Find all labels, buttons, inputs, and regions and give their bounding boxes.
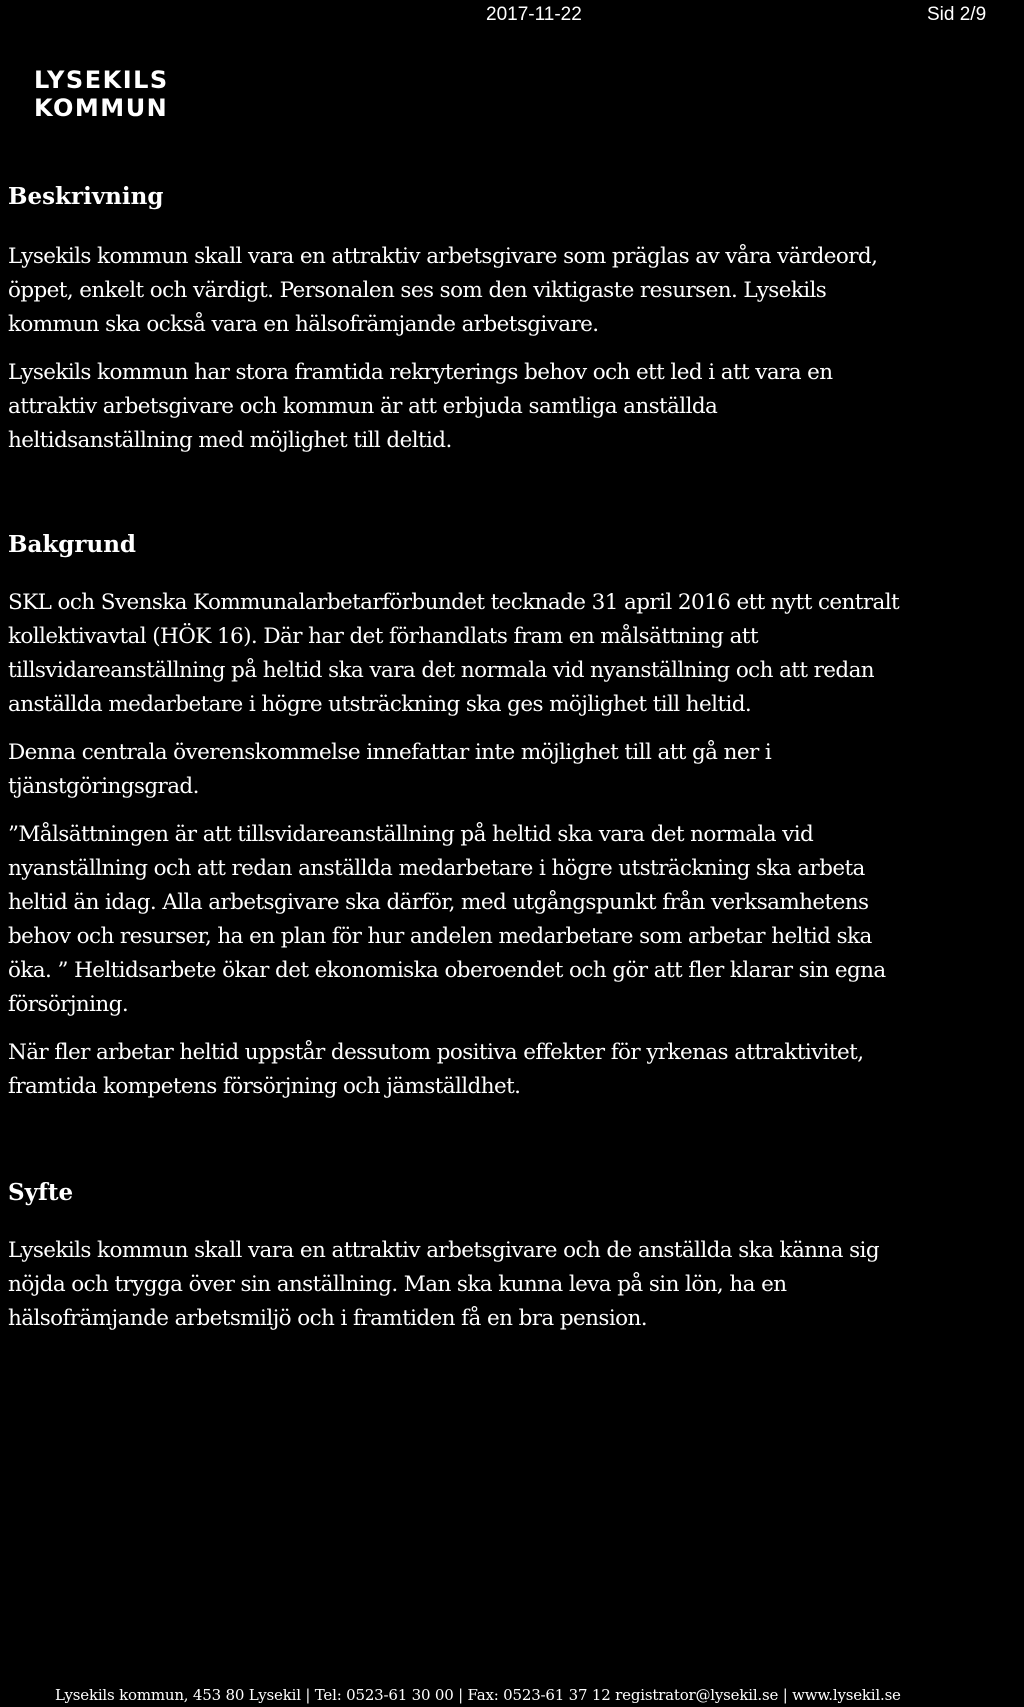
logo (34, 66, 169, 122)
section-heading: Beskrivning (8, 183, 164, 210)
text-line: Lysekils kommun skall vara en attraktiv arbetsgivare som präglas av våra värdeord, (8, 244, 878, 269)
paragraph (8, 1234, 1024, 1336)
text-line: kollektivavtal (HÖK 16). Där har det förhandlats fram en målsättning att (8, 624, 758, 649)
section-bakgrund (8, 530, 1024, 1104)
text-line: öka. ” Heltidsarbete ökar det ekonomiska oberoendet och gör att fler klarar sin egna (8, 958, 886, 983)
text-line: nöjda och trygga över sin anställning. Man ska kunna leva på sin lön, ha en (8, 1272, 787, 1297)
text-line: ”Målsättningen är att tillsvidareanställning på heltid ska vara det normala vid (8, 822, 814, 847)
text-line: attraktiv arbetsgivare och kommun är att erbjuda samtliga anställda (8, 394, 718, 419)
section-heading: Bakgrund (8, 531, 137, 558)
text-line: behov och resurser, ha en plan för hur andelen medarbetare som arbetar heltid ska (8, 924, 872, 949)
page-header (0, 4, 1024, 28)
paragraph (8, 818, 1024, 1022)
text-line: heltid än idag. Alla arbetsgivare ska därför, med utgångspunkt från verksamhetens (8, 890, 869, 915)
text-line: heltidsanställning med möjlighet till deltid. (8, 428, 452, 453)
text-line: Lysekils kommun har stora framtida rekryterings behov och ett led i att vara en (8, 360, 833, 385)
paragraph (8, 736, 1024, 804)
page-number: Sid 2/9 (927, 4, 987, 25)
section-syfte (8, 1178, 1024, 1336)
section-heading: Syfte (8, 1179, 74, 1206)
paragraph (8, 586, 1024, 722)
text-line: framtida kompetens försörjning och jämställdhet. (8, 1074, 521, 1099)
text-line: anställda medarbetare i högre utsträckning ska ges möjlighet till heltid. (8, 692, 752, 717)
paragraph (8, 240, 1024, 342)
logo-line-1: LYSEKILS (34, 66, 169, 94)
text-line: När fler arbetar heltid uppstår dessutom positiva effekter för yrkenas attraktivitet, (8, 1040, 864, 1065)
paragraph (8, 356, 1024, 458)
text-line: öppet, enkelt och värdigt. Personalen ses som den viktigaste resursen. Lysekils (8, 278, 827, 303)
text-line: Denna centrala överenskommelse innefattar inte möjlighet till att gå ner i (8, 740, 772, 765)
text-line: kommun ska också vara en hälsofrämjande arbetsgivare. (8, 312, 599, 337)
text-line: Lysekils kommun skall vara en attraktiv arbetsgivare och de anställda ska känna sig (8, 1238, 879, 1263)
text-line: försörjning. (8, 992, 129, 1017)
document-date: 2017-11-22 (486, 4, 582, 25)
text-line: nyanställning och att redan anställda medarbetare i högre utsträckning ska arbeta (8, 856, 865, 881)
logo-line-2: KOMMUN (34, 94, 169, 122)
text-line: tjänstgöringsgrad. (8, 774, 199, 799)
document-body (8, 182, 1024, 1336)
text-line: tillsvidareanställning på heltid ska vara det normala vid nyanställning och att redan (8, 658, 875, 683)
text-line: hälsofrämjande arbetsmiljö och i framtiden få en bra pension. (8, 1306, 647, 1331)
section-beskrivning (8, 182, 1024, 458)
page-footer: Lysekils kommun, 453 80 Lysekil | Tel: 0523-61 30 00 | Fax: 0523-61 37 12 registrator@lysekil.se | www.lysekil.se (55, 1686, 901, 1704)
text-line: SKL och Svenska Kommunalarbetarförbundet tecknade 31 april 2016 ett nytt centralt (8, 590, 900, 615)
paragraph (8, 1036, 1024, 1104)
